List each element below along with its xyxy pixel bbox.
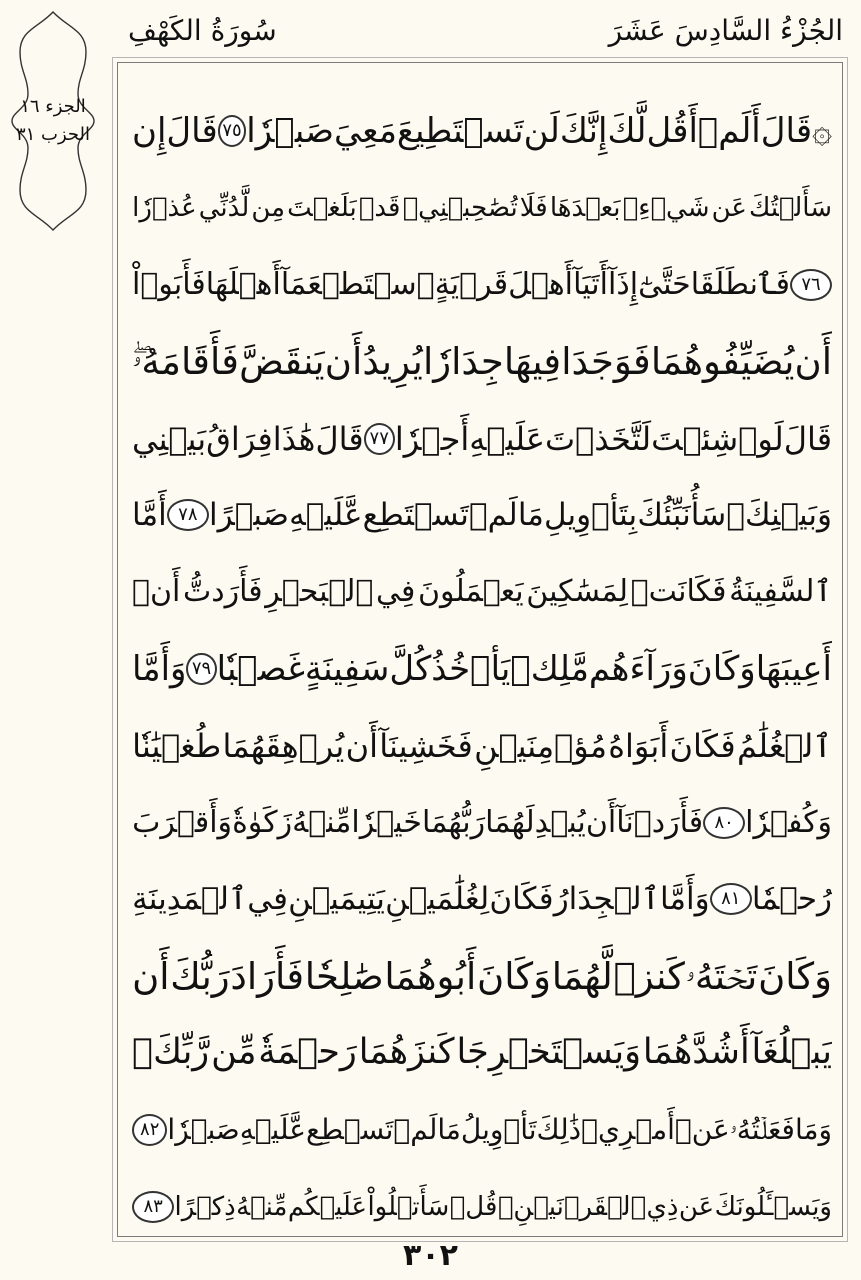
quran-text [132, 93, 832, 1245]
ayah-number-marker: ٧٨ [167, 499, 209, 531]
word: فَخَشِينَآ [379, 726, 473, 765]
text-line [132, 784, 832, 861]
text-line [132, 477, 832, 554]
word: سَأَلۡتُكَ [749, 193, 832, 224]
text-line [132, 631, 832, 708]
word: عَن [711, 193, 747, 224]
word: يَعۡمَلُونَ [418, 574, 524, 610]
word: كَنزَهُمَا [358, 1032, 455, 1073]
word: أَن [345, 726, 378, 765]
word: حَتَّىٰٓ [638, 266, 691, 302]
word: وَكَانَ [477, 954, 551, 998]
word: فَٱنطَلَقَا [690, 266, 790, 302]
word: تَحۡتَهُۥ [685, 954, 758, 998]
word: أَهۡلَهَا [205, 266, 281, 302]
word: جِدَارٗا [423, 340, 504, 384]
word: لَمۡ [393, 1112, 438, 1146]
word: فَلَا [519, 193, 548, 224]
word: يُرِيدُ [362, 340, 423, 384]
word: شَيۡءِۭ [622, 193, 710, 224]
word: فَكَانَتۡ [630, 574, 727, 610]
ayah-number-marker: ٧٦ [790, 269, 832, 301]
word: صَبۡرًا [209, 496, 289, 533]
word: أَجۡرٗا [394, 419, 470, 458]
text-line [132, 861, 832, 938]
ayah-number-marker: ٧٧ [364, 423, 395, 455]
word: سَأُنَبِّئُكَ [637, 496, 727, 533]
word: أَشُدَّهُمَا [642, 1032, 750, 1073]
ornament-hizb-label: الحزب ٣١ [15, 124, 91, 145]
word: رُحۡمٗا [751, 880, 832, 917]
word: ٱلۡمَدِينَةِ [132, 880, 248, 917]
word: أَبُوهُمَا [384, 954, 477, 998]
word: عَّلَيۡهِ [239, 1112, 306, 1146]
word: ذَٰلِكَ [536, 1112, 582, 1146]
word: ٱلسَّفِينَةُ [729, 574, 832, 610]
word: يَبۡلُغَآ [751, 1032, 832, 1073]
word: وَأَقۡرَبَ [132, 804, 233, 840]
word: ذِي [646, 1191, 679, 1222]
word: قَالَ [760, 111, 813, 152]
surah-heading: سُورَةُ الكَهْفِ [128, 14, 277, 47]
ayah-number-marker: ٧٥ [218, 115, 246, 147]
word: صَبۡرٗا [246, 111, 334, 152]
word: هَٰذَا [272, 419, 316, 458]
word: عَن [678, 1191, 715, 1222]
word: سَفِينَةٍ [304, 648, 390, 689]
word: فَوَجَدَا [561, 340, 651, 384]
text-line [132, 170, 832, 247]
text-line [132, 93, 832, 170]
word: إِذَآ [608, 266, 639, 302]
word: يَتِيمَيۡنِ [288, 880, 385, 917]
word: إِنَّكَ [559, 111, 608, 152]
word: بَعۡدَهَا [549, 193, 621, 224]
juz-heading: الجُزْءُ السَّادِسَ عَشَرَ [608, 14, 843, 47]
word: أَعِيبَهَا [755, 648, 832, 689]
word: يُضَيِّفُوهُمَا [650, 340, 795, 384]
word: يَنقَضَّ [239, 340, 325, 384]
word: سَأَتۡلُواْ [367, 1191, 450, 1222]
word: أَبَوَاهُ [608, 726, 669, 765]
ayah-number-marker: ٧٩ [186, 653, 216, 685]
word: عَنۡ [674, 1112, 730, 1146]
text-line [132, 400, 832, 477]
word: لَّدُنِّي [198, 193, 250, 224]
ayah-number-marker: ٨٣ [132, 1191, 174, 1223]
word: قَرۡيَةٍ [434, 266, 509, 302]
word: ٱلۡغُلَٰمُ [736, 726, 832, 765]
word: لَّهُمَا [551, 954, 613, 998]
word: تَسۡطِع [305, 1112, 394, 1146]
word: رَبُّهُمَا [421, 804, 486, 840]
text-line [132, 938, 832, 1015]
text-line [132, 323, 832, 400]
word: وَيَسۡتَخۡرِجَا [456, 1032, 642, 1073]
word: صَٰلِحٗا [304, 954, 384, 998]
word: مَعِيَ [333, 111, 397, 152]
word: فَأَقَامَهُۥۖ [132, 340, 239, 384]
word: فَكَانَ [669, 726, 736, 765]
word: فِي [247, 880, 288, 917]
word: لَن [523, 111, 560, 152]
word: لَتَّخَذۡتَ [544, 419, 652, 458]
word: طُغۡيَٰنٗا [132, 726, 222, 765]
word: تَأۡوِيلُ [460, 1112, 537, 1146]
text-line [132, 707, 832, 784]
word: وَكَانَ [758, 954, 832, 998]
word: فَعَلۡتُهُۥ [729, 1112, 795, 1146]
word: تَسۡتَطِع [362, 496, 469, 533]
word: بَيۡنِي [132, 419, 207, 458]
word: ٱسۡتَطۡعَمَآ [280, 266, 435, 302]
word: أَتَيَآ [573, 266, 608, 302]
word: أَقُل [646, 111, 698, 152]
word: يُرۡهِقَهُمَا [222, 726, 345, 765]
word: ذِكۡرًا [174, 1191, 236, 1222]
text-line [132, 554, 832, 631]
word: أَنۡ [132, 574, 181, 610]
word: قَالَ [166, 111, 218, 152]
ayah-number-marker: ٨٠ [703, 807, 745, 839]
word: غَصۡبٗا [216, 648, 305, 689]
word: لَمۡ [468, 496, 518, 533]
word: عَّلَيۡهِ [289, 496, 363, 533]
word: فَكَانَ [489, 880, 554, 917]
text-line [132, 1168, 832, 1245]
ornament-juz-label: الجزء ١٦ [20, 96, 86, 117]
word: رَّبِّكَۚ [132, 1032, 210, 1073]
word: إِن [132, 111, 167, 152]
word: أَهۡلَ [508, 266, 574, 302]
word: عَلَيۡكُم [287, 1191, 368, 1222]
word: قُلۡ [449, 1191, 498, 1222]
word: لَوۡ [738, 419, 784, 458]
word: فِرَاقُ [206, 419, 273, 458]
word: تُصَٰحِبۡنِيۖ [402, 193, 518, 224]
ayah-number-marker: ٨١ [710, 883, 752, 915]
word: شِئۡتَ [651, 419, 739, 458]
word: خَيۡرٗا [351, 804, 422, 840]
word: زَكَوٰةٗ [232, 804, 293, 840]
word: وَكَانَ [687, 648, 756, 689]
word: بَلَغۡتَ [287, 193, 357, 224]
word: فَأَرَادَ [230, 954, 305, 998]
text-line [132, 1091, 832, 1168]
word: فَأَبَوۡاْ [132, 266, 206, 302]
word: أَن [132, 954, 170, 998]
word: فَأَرَدۡنَآ [616, 804, 704, 840]
word: بِتَأۡوِيلِ [544, 496, 638, 533]
word: وَمَا [794, 1112, 832, 1146]
word: مِّنۡهُ [292, 804, 352, 840]
word: تَسۡتَطِيعَ [396, 111, 524, 152]
text-line [132, 247, 832, 324]
juz-ornament-icon [6, 8, 100, 234]
word: قَالَ [783, 419, 832, 458]
word: أَن [794, 340, 832, 384]
word: لَّكَ [607, 111, 647, 152]
word: يَأۡخُذُ [431, 648, 511, 689]
word: كَنزٞ [613, 954, 685, 998]
word: رَحۡمَةٗ [258, 1032, 357, 1073]
word: ٱلۡجِدَارُ [553, 880, 660, 917]
word: رَبُّكَ [170, 954, 230, 998]
word: مَّلِكٞ [510, 648, 589, 689]
word: صَبۡرٗا [167, 1112, 240, 1146]
word: أَمۡرِيۚ [581, 1112, 675, 1146]
word: مِّن [211, 1032, 257, 1073]
word: وَكُفۡرٗا [745, 804, 832, 840]
word: وَأَمَّا [132, 648, 187, 689]
word: قَدۡ [358, 193, 401, 224]
word: مِّنۡهُ [236, 1191, 288, 1222]
word: وَيَسۡـَٔلُونَكَ [714, 1191, 832, 1222]
word: لِمَسَٰكِينَ [526, 574, 628, 610]
word: أَلَمۡ [697, 111, 761, 152]
word: عَلَيۡهِ [469, 419, 545, 458]
page-number: ٣٠٢ [403, 1238, 458, 1273]
word: ٱلۡبَحۡرِ [265, 574, 374, 610]
word: وَرَآءَهُم [588, 648, 688, 689]
word: قَالَ [315, 419, 364, 458]
word: أَن [585, 804, 617, 840]
word: مَا [517, 496, 544, 533]
word: مِن [251, 193, 286, 224]
word: مُؤۡمِنَيۡنِ [474, 726, 607, 765]
word: ۞ [812, 111, 832, 152]
word: أَمَّا [132, 496, 167, 533]
text-line [132, 1015, 832, 1092]
word: مَا [437, 1112, 461, 1146]
word: فَأَرَدتُّ [183, 574, 263, 610]
word: فِيهَا [503, 340, 562, 384]
word: فِي [376, 574, 416, 610]
word: أَن [324, 340, 363, 384]
word: عُذۡرٗا [132, 193, 197, 224]
word: وَأَمَّا [659, 880, 710, 917]
word: يُبۡدِلَهُمَا [485, 804, 586, 840]
word: ٱلۡقَرۡنَيۡنِۖ [497, 1191, 647, 1222]
word: كُلَّ [389, 648, 432, 689]
ayah-number-marker: ٨٢ [132, 1114, 167, 1146]
word: لِغُلَٰمَيۡنِ [385, 880, 490, 917]
word: وَبَيۡنِكَۚ [726, 496, 832, 533]
